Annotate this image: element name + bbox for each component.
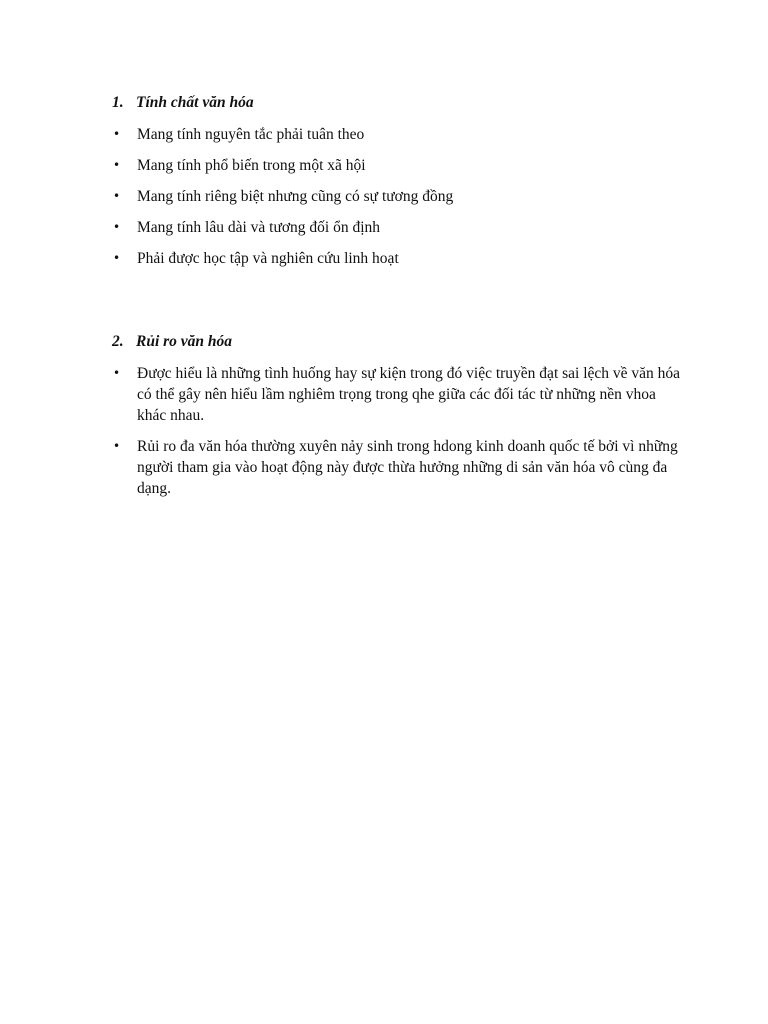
section-heading [112, 332, 682, 352]
list-item [112, 186, 682, 207]
bullet-icon: • [113, 189, 121, 203]
section-title: Rủi ro văn hóa [136, 333, 233, 350]
list-item-text: Mang tính phổ biến trong một xã hội [137, 157, 366, 174]
bullet-icon: • [113, 158, 121, 172]
bullet-icon: • [113, 251, 121, 265]
list-item [112, 217, 682, 238]
list-item [112, 363, 682, 426]
bullet-list [112, 363, 682, 499]
list-item-text: Được hiểu là những tình huống hay sự kiện trong đó việc truyền đạt sai lệch về văn hóa có thể gây nên hiểu lầm nghiêm trọng trong qhe giữa các đối tác từ những nền vhoa khác nhau. [137, 365, 681, 424]
section-number: 2. [112, 333, 124, 350]
section-title: Tính chất văn hóa [136, 94, 254, 111]
section-culture-properties [112, 93, 682, 279]
list-item-text: Phải được học tập và nghiên cứu linh hoạt [137, 250, 399, 267]
bullet-icon: • [113, 439, 121, 453]
bullet-icon: • [113, 366, 121, 380]
list-item-text: Mang tính riêng biệt nhưng cũng có sự tương đồng [137, 188, 454, 205]
bullet-icon: • [113, 220, 121, 234]
list-item-text: Mang tính lâu dài và tương đối ổn định [137, 219, 381, 236]
bullet-icon: • [113, 127, 121, 141]
section-heading [112, 93, 682, 113]
list-item-text: Mang tính nguyên tắc phải tuân theo [137, 126, 365, 143]
list-item [112, 124, 682, 145]
list-item [112, 436, 682, 499]
section-number: 1. [112, 94, 124, 111]
list-item-text: Rủi ro đa văn hóa thường xuyên nảy sinh trong hdong kinh doanh quốc tế bởi vì những người tham gia vào hoạt động này được thừa hưởng những di sản văn hóa vô cùng đa dạng. [137, 438, 678, 497]
list-item [112, 155, 682, 176]
bullet-list [112, 124, 682, 269]
list-item [112, 248, 682, 269]
section-cultural-risk [112, 332, 682, 509]
